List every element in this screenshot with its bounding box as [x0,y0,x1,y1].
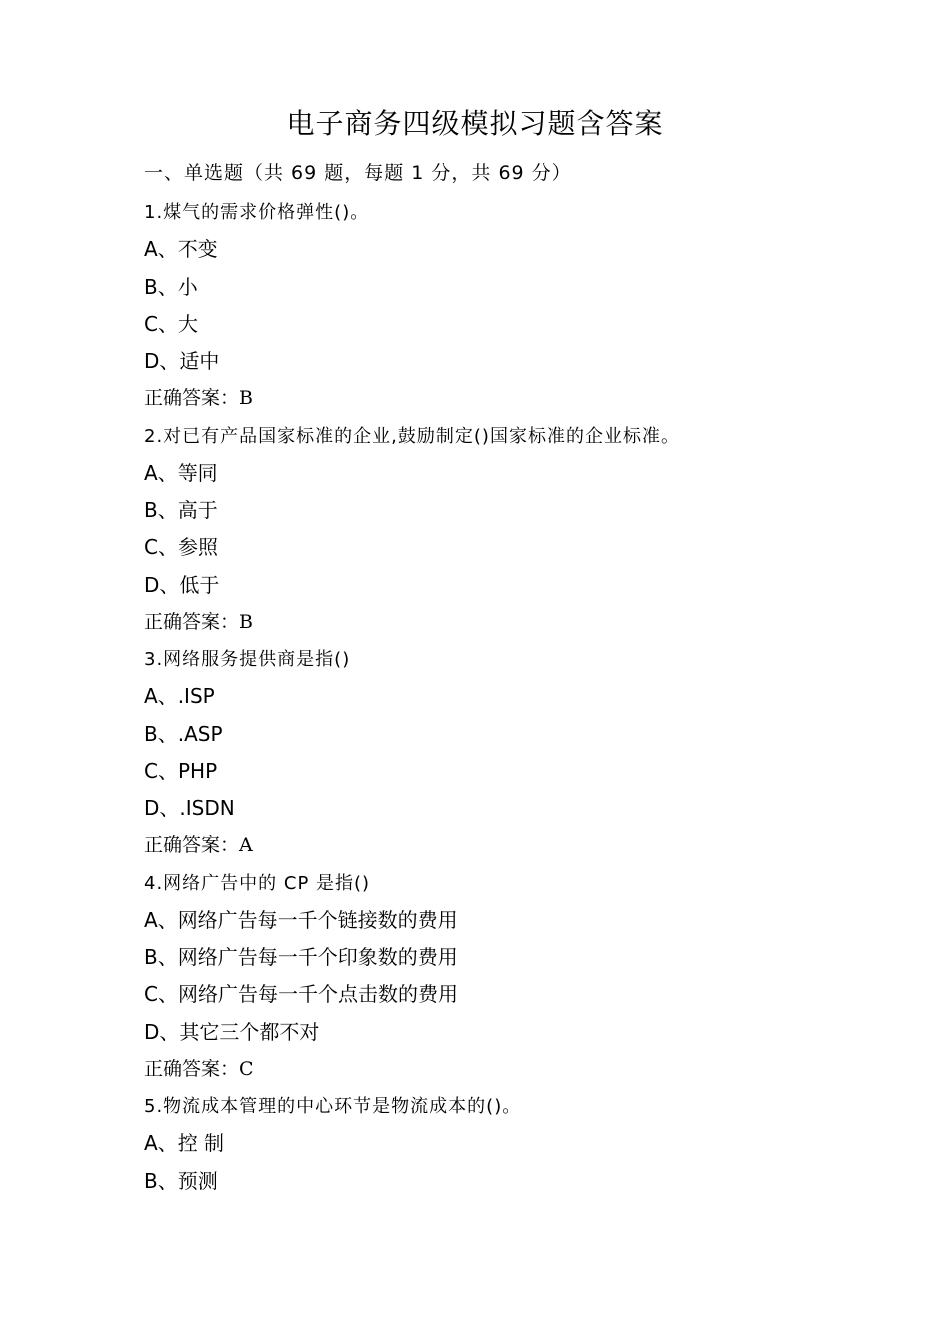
option-text: 适中 [179,349,220,373]
option-item [144,1163,924,1200]
option-text: 网络广告每一千个链接数的费用 [177,907,458,932]
option-letter: D、 [144,1019,180,1044]
option-item [144,492,924,529]
option-item [144,939,924,976]
option-item [144,1125,924,1162]
answer-value: A [239,834,253,857]
option-letter: A、 [144,237,178,262]
option-text: 网络广告每一千个点击数的费用 [177,982,458,1007]
option-item [144,976,924,1013]
option-item [144,269,924,306]
option-text: 网络广告每一千个印象数的费用 [177,945,458,969]
option-text: 参照 [177,535,218,560]
question-stem: 3.网络服务提供商是指() [144,649,351,670]
question-stem: 2.对已有产品国家标准的企业,鼓励制定()国家标准的企业标准。 [144,425,680,447]
option-item [144,753,924,790]
answer-line [144,1051,924,1088]
option-letter: A、 [144,684,178,709]
option-letter: A、 [144,1131,178,1156]
option-letter: A、 [144,460,178,485]
option-item [144,306,924,343]
option-letter: B、 [144,498,178,522]
option-item [144,529,924,566]
option-letter: B、 [144,721,178,746]
question-item [144,865,924,1089]
option-letter: C、 [144,982,178,1007]
question-stem: 1.煤气的需求价格弹性()。 [144,202,370,223]
section-heading: 一、单选题（共 69 题，每题 1 分，共 69 分） [144,162,572,184]
answer-label: 正确答案： [144,387,240,410]
answer-value: B [239,387,253,410]
answer-label: 正确答案： [144,834,240,857]
option-text: PHP [177,758,218,783]
option-letter: D、 [144,349,180,373]
option-text: 不变 [177,237,218,262]
option-text: 预测 [177,1168,218,1193]
option-letter: B、 [144,945,178,969]
option-item [144,1014,924,1051]
option-text: .ISP [177,684,215,709]
option-item [144,567,924,604]
option-text: 低于 [179,572,220,597]
option-text: .ASP [177,721,223,746]
option-item [144,790,924,827]
answer-value: C [239,1057,254,1080]
question-item [144,194,924,418]
option-letter: D、 [144,796,180,820]
option-letter: B、 [144,274,178,299]
option-item [144,678,924,715]
option-text: 高于 [177,498,218,522]
option-text: 等同 [177,460,218,485]
page-title: 电子商务四级模拟习题含答案 [286,107,664,140]
option-letter: C、 [144,311,178,336]
answer-line [144,827,924,864]
option-letter: C、 [144,535,178,560]
question-stem: 5.物流成本管理的中心环节是物流成本的()。 [144,1096,522,1117]
option-item [144,343,924,380]
option-text: 小 [177,274,198,299]
question-item [144,418,924,642]
option-item [144,455,924,492]
option-letter: D、 [144,572,180,597]
option-letter: C、 [144,758,178,783]
answer-value: B [239,610,253,633]
option-text: 其它三个都不对 [179,1019,320,1044]
answer-label: 正确答案： [144,1057,240,1080]
question-item [144,1088,924,1200]
option-letter: A、 [144,907,178,932]
option-item [144,902,924,939]
answer-line [144,380,924,417]
option-letter: B、 [144,1168,178,1193]
question-list [144,194,924,1200]
answer-line [144,604,924,641]
option-item [144,231,924,268]
answer-label: 正确答案： [144,610,240,633]
option-item [144,716,924,753]
question-stem: 4.网络广告中的 CP 是指() [144,872,371,894]
option-text: 大 [177,311,198,336]
option-text: .ISDN [179,796,235,820]
option-text: 控 制 [177,1131,225,1156]
question-item [144,641,924,865]
